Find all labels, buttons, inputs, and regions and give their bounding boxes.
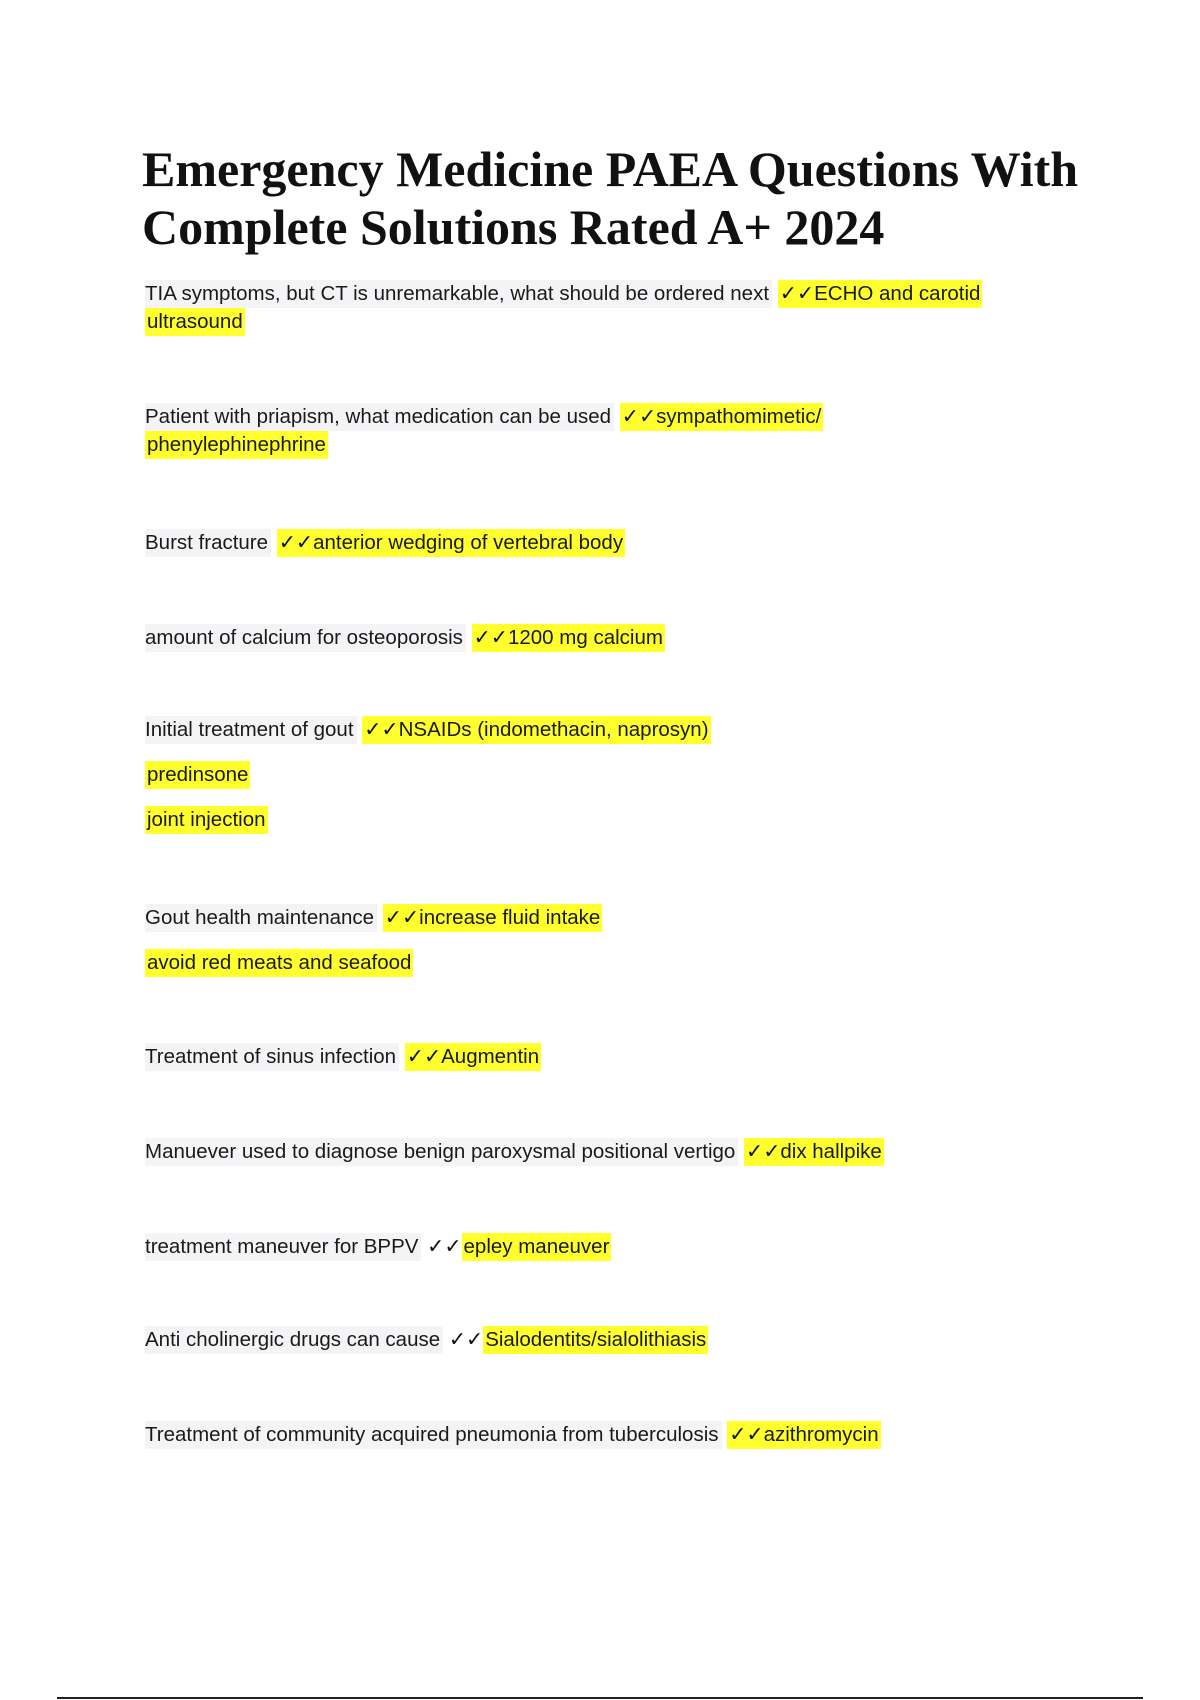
qa-line <box>145 1326 1085 1354</box>
question-text: Anti cholinergic drugs can cause <box>145 1326 443 1354</box>
qa-entry <box>145 403 1085 459</box>
qa-entry <box>145 1326 1085 1354</box>
qa-line <box>145 761 1085 789</box>
answer-text: ultrasound <box>145 308 245 336</box>
question-text: amount of calcium for osteoporosis <box>145 624 466 652</box>
question-text: Treatment of community acquired pneumonia from tuberculosis <box>145 1421 722 1449</box>
question-text: Patient with priapism, what medication can be used <box>145 403 614 431</box>
qa-line <box>145 529 1085 557</box>
answer-text: epley maneuver <box>462 1233 612 1261</box>
qa-entry <box>145 1138 1085 1166</box>
question-text: Manuever used to diagnose benign paroxysmal positional vertigo <box>145 1138 738 1166</box>
check-mark-icon: ✓✓ <box>621 405 657 428</box>
answer-text: anterior wedging of vertebral body <box>313 531 624 554</box>
qa-line <box>145 624 1085 652</box>
answer-highlight <box>362 716 710 744</box>
check-mark-icon: ✓✓ <box>384 906 420 929</box>
answer-highlight <box>405 1043 541 1071</box>
answer-highlight <box>778 280 983 308</box>
answer-highlight <box>472 624 665 652</box>
qa-entry <box>145 1421 1085 1449</box>
qa-entry <box>145 1043 1085 1071</box>
question-text: Treatment of sinus infection <box>145 1043 399 1071</box>
qa-entry <box>145 716 1085 834</box>
question-text: TIA symptoms, but CT is unremarkable, what should be ordered next <box>145 280 772 308</box>
answer-text: dix hallpike <box>780 1140 882 1163</box>
answer-text: predinsone <box>145 761 250 789</box>
qa-line <box>145 403 1085 431</box>
qa-line <box>145 1233 1085 1261</box>
question-text: treatment maneuver for BPPV <box>145 1233 421 1261</box>
answer-text: ECHO and carotid <box>814 282 981 305</box>
qa-entry <box>145 280 1085 336</box>
answer-highlight <box>383 904 603 932</box>
qa-line <box>145 716 1085 744</box>
qa-line <box>145 1421 1085 1449</box>
answer-text: increase fluid intake <box>419 906 601 929</box>
qa-line <box>145 806 1085 834</box>
check-mark-icon: ✓✓ <box>278 531 314 554</box>
answer-highlight <box>620 403 824 431</box>
check-mark-icon: ✓✓ <box>364 718 399 741</box>
check-mark-icon: ✓✓ <box>779 282 815 305</box>
check-mark-icon: ✓✓ <box>406 1045 442 1068</box>
answer-highlight <box>744 1138 884 1166</box>
qa-line <box>145 280 1085 308</box>
question-text: Initial treatment of gout <box>145 716 357 744</box>
answer-text: joint injection <box>145 806 268 834</box>
answer-text: 1200 mg calcium <box>507 626 663 649</box>
title-line-2: Complete Solutions Rated A+ 2024 <box>142 199 885 255</box>
answer-text: Augmentin <box>441 1045 540 1068</box>
qa-line <box>145 949 1085 977</box>
qa-line <box>145 431 1085 459</box>
qa-entry <box>145 904 1085 977</box>
check-mark-icon: ✓✓ <box>729 1423 764 1446</box>
qa-entry <box>145 1233 1085 1261</box>
check-mark-icon: ✓✓ <box>473 626 508 649</box>
answer-text: NSAIDs (indomethacin, naprosyn) <box>398 718 709 741</box>
qa-entry <box>145 529 1085 557</box>
page-bottom-rule <box>57 1697 1143 1699</box>
answer-text: Sialodentits/sialolithiasis <box>483 1326 708 1354</box>
qa-line <box>145 308 1085 336</box>
document-title <box>142 140 1162 256</box>
answer-text: azithromycin <box>763 1423 879 1446</box>
check-mark-icon: ✓✓ <box>746 1140 781 1163</box>
answer-highlight <box>727 1421 880 1449</box>
answer-text: phenylephinephrine <box>145 431 328 459</box>
check-mark-icon: ✓✓ <box>427 1235 462 1258</box>
answer-highlight <box>277 529 625 557</box>
title-line-1: Emergency Medicine PAEA Questions With <box>142 141 1079 197</box>
answer-text: sympathomimetic/ <box>656 405 822 428</box>
question-text: Burst fracture <box>145 529 271 557</box>
qa-entry <box>145 624 1085 652</box>
qa-line <box>145 1138 1085 1166</box>
answer-text: avoid red meats and seafood <box>145 949 413 977</box>
qa-line <box>145 904 1085 932</box>
qa-line <box>145 1043 1085 1071</box>
question-text: Gout health maintenance <box>145 904 377 932</box>
check-mark-icon: ✓✓ <box>448 1328 484 1351</box>
